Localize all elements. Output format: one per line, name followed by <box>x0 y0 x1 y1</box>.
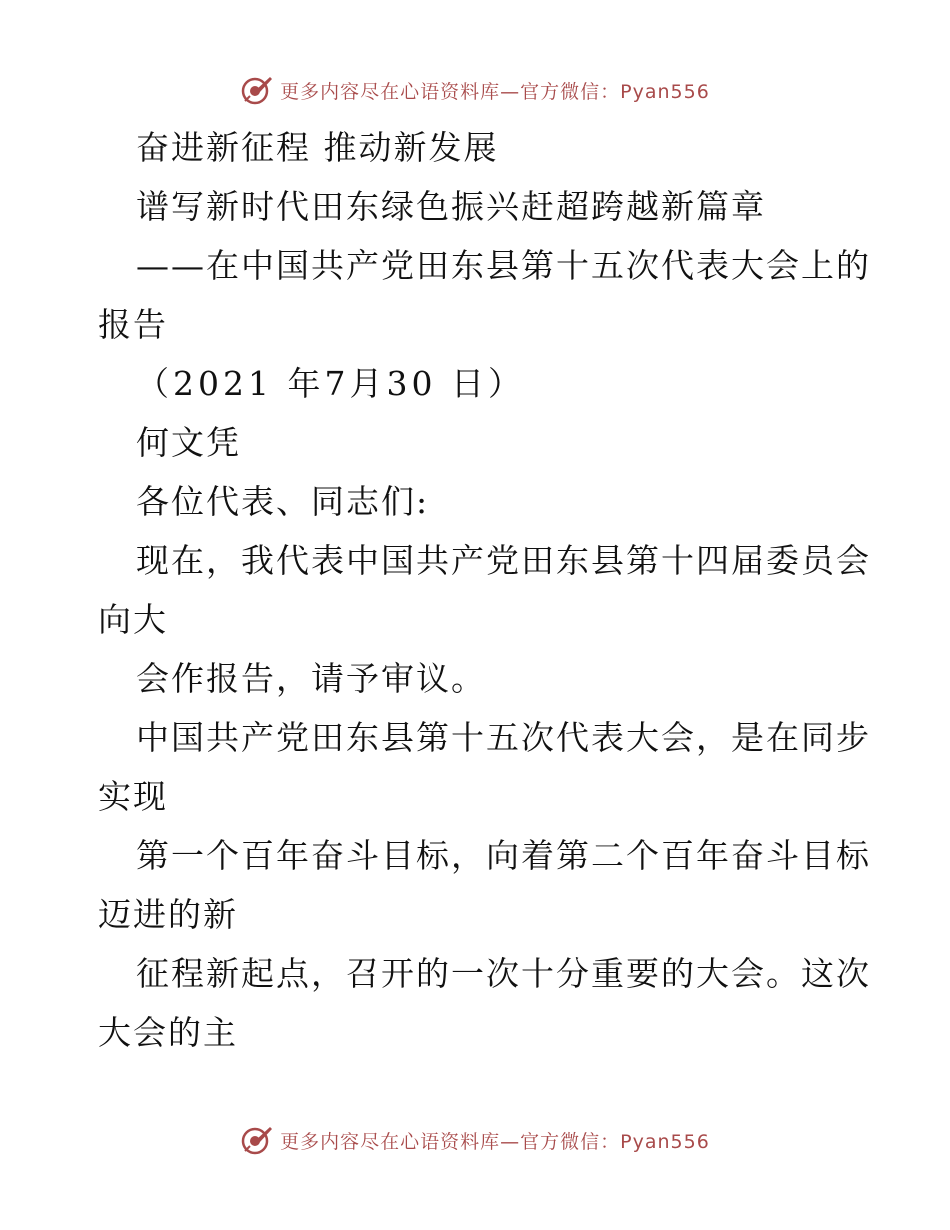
doc-line-salutation: 各位代表、同志们: <box>136 482 430 521</box>
pen-seal-icon <box>240 73 274 107</box>
doc-line-paragraph: 实现 <box>98 777 168 816</box>
doc-line-paragraph: 中国共产党田东县第十五次代表大会，是在同步 <box>136 718 871 757</box>
footer-banner-text: 更多内容尽在心语资料库—官方微信：Pyan556 <box>280 1130 710 1153</box>
doc-line-paragraph: 现在，我代表中国共产党田东县第十四届委员会 <box>136 541 871 580</box>
pen-seal-icon <box>240 1123 274 1157</box>
doc-line-occasion-cont: 报告 <box>98 305 168 344</box>
doc-line-paragraph: 征程新起点，召开的一次十分重要的大会。这次 <box>136 954 871 993</box>
doc-line-author: 何文凭 <box>136 423 241 462</box>
doc-line-paragraph: 大会的主 <box>98 1013 238 1052</box>
doc-line-paragraph: 第一个百年奋斗目标，向着第二个百年奋斗目标 <box>136 836 871 875</box>
footer-banner-inner <box>240 1123 710 1157</box>
doc-line-date: （2021 年7月30 日） <box>136 364 525 403</box>
doc-line-paragraph: 会作报告，请予审议。 <box>136 659 486 698</box>
doc-line-title: 奋进新征程 推动新发展 <box>136 128 499 167</box>
header-banner <box>0 70 950 110</box>
doc-line-subtitle: 谱写新时代田东绿色振兴赶超跨越新篇章 <box>136 187 766 226</box>
doc-line-occasion: ——在中国共产党田东县第十五次代表大会上的 <box>136 246 871 285</box>
doc-line-paragraph: 向大 <box>98 600 168 639</box>
doc-line-paragraph: 迈进的新 <box>98 895 238 934</box>
header-banner-inner <box>240 73 710 107</box>
document-body <box>98 118 871 1062</box>
footer-banner <box>0 1120 950 1160</box>
header-banner-text: 更多内容尽在心语资料库—官方微信：Pyan556 <box>280 80 710 103</box>
